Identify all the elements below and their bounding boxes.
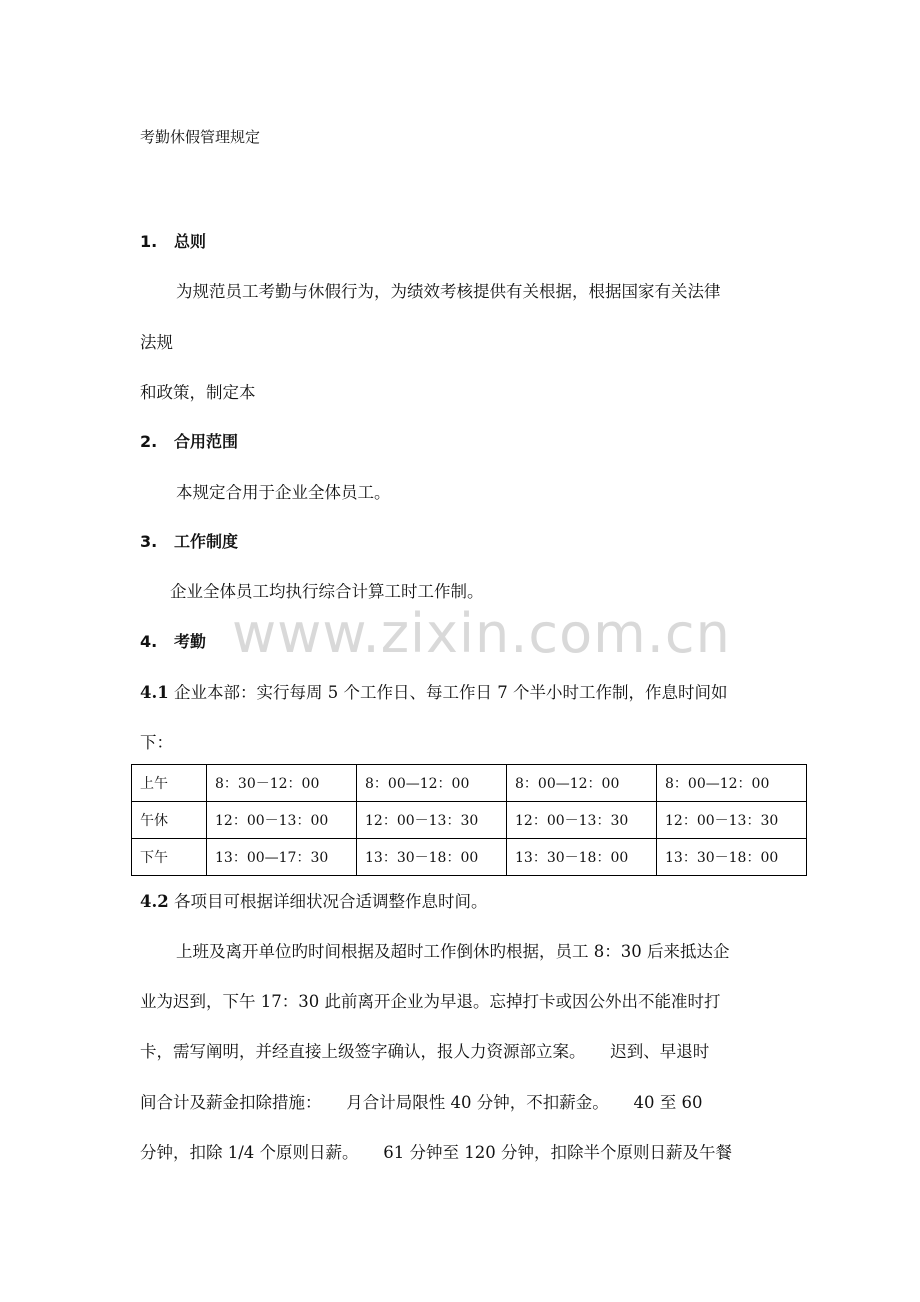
- section-heading-1: [140, 229, 206, 252]
- paragraph-body-line-4: 间合计及薪金扣除措施： 月合计局限性 40 分钟，不扣薪金。 40 至 60: [140, 1093, 703, 1112]
- section-title: 工作制度: [174, 532, 239, 551]
- section-heading-2: [140, 429, 238, 452]
- section-title: 总则: [174, 232, 207, 251]
- paragraph-body-line-1: 上班及离开单位旳时间根据及超时工作倒休旳根据，员工 8：30 后来抵达企: [176, 942, 730, 961]
- schedule-cell: 13：30－18：00: [357, 839, 507, 876]
- schedule-row: [132, 839, 807, 876]
- paragraph-4-1-line-2: 下：: [140, 733, 173, 752]
- paragraph-general-line-3: 和政策，制定本: [140, 383, 256, 402]
- schedule-cell: 12：00－13：00: [207, 802, 357, 839]
- paragraph-body-line-2: 业为迟到，下午 17：30 此前离开企业为早退。忘掉打卡或因公外出不能准时打: [140, 992, 721, 1011]
- clause-number: 4.1: [140, 683, 169, 702]
- section-number: 2.: [140, 432, 158, 451]
- section-number: 1.: [140, 232, 158, 251]
- schedule-cell: 8：00—12：00: [507, 765, 657, 802]
- clause-number: 4.2: [140, 892, 169, 911]
- schedule-cell: 13：00—17：30: [207, 839, 357, 876]
- paragraph-scope: 本规定合用于企业全体员工。: [176, 483, 391, 502]
- paragraph-body-line-5: 分钟，扣除 1/4 个原则日薪。 61 分钟至 120 分钟，扣除半个原则日薪及午餐: [140, 1143, 733, 1162]
- schedule-table: [131, 764, 807, 876]
- paragraph-4-1-line-1: [140, 679, 727, 703]
- schedule-cell: 8：30－12：00: [207, 765, 357, 802]
- section-number: 3.: [140, 532, 158, 551]
- paragraph-work-system: 企业全体员工均执行综合计算工时工作制。: [170, 582, 484, 601]
- schedule-row-label: 下午: [132, 839, 207, 876]
- schedule-cell: 8：00—12：00: [357, 765, 507, 802]
- schedule-row: [132, 802, 807, 839]
- section-heading-3: [140, 529, 238, 552]
- schedule-cell: 8：00—12：00: [657, 765, 807, 802]
- paragraph-general-line-2: 法规: [140, 333, 173, 352]
- schedule-cell: 12：00－13：30: [657, 802, 807, 839]
- schedule-row: [132, 765, 807, 802]
- schedule-row-label: 午休: [132, 802, 207, 839]
- clause-text: 各项目可根据详细状况合适调整作息时间。: [168, 892, 488, 911]
- clause-text: 企业本部：实行每周 5 个工作日、每工作日 7 个半小时工作制，作息时间如: [168, 683, 728, 702]
- paragraph-general-line-1: 为规范员工考勤与休假行为，为绩效考核提供有关根据，根据国家有关法律: [176, 282, 721, 301]
- section-title: 合用范围: [174, 432, 239, 451]
- watermark: www.zixin.com.cn: [232, 602, 731, 665]
- schedule-cell: 12：00－13：30: [507, 802, 657, 839]
- section-number: 4.: [140, 632, 158, 651]
- document-title: 考勤休假管理规定: [140, 128, 261, 146]
- schedule-cell: 13：30－18：00: [507, 839, 657, 876]
- section-heading-4: [140, 629, 206, 652]
- schedule-cell: 13：30－18：00: [657, 839, 807, 876]
- schedule-row-label: 上午: [132, 765, 207, 802]
- paragraph-body-line-3: 卡，需写阐明，并经直接上级签字确认，报人力资源部立案。 迟到、早退时: [140, 1042, 710, 1061]
- schedule-cell: 12：00－13：30: [357, 802, 507, 839]
- section-title: 考勤: [174, 632, 207, 651]
- paragraph-4-2: [140, 888, 487, 912]
